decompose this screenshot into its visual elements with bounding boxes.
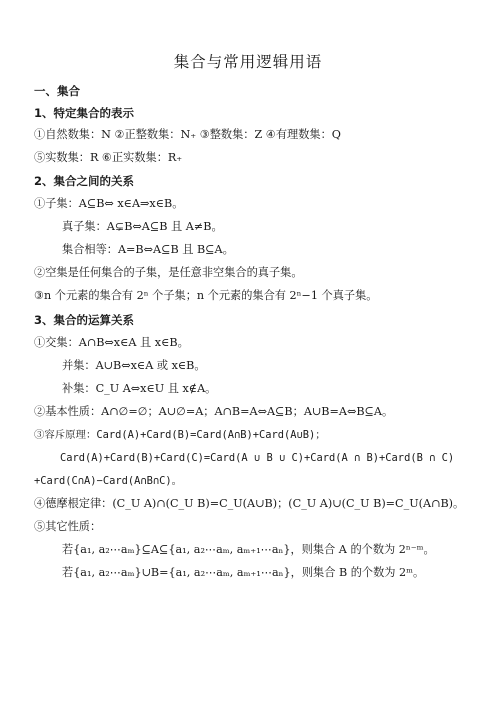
text-line: ④德摩根定律：(C_U A)∩(C_U B)=C_U(A∪B)；(C_U A)∪(C_U B)=C_U(A∩B)。 <box>34 497 465 510</box>
text-line: 若{a₁, a₂⋯aₘ}∪B={a₁, a₂⋯aₘ, aₘ₊₁⋯aₙ}，则集合 B 的个数为 2ᵐ。 <box>62 566 425 579</box>
subsection-heading-operations: 3、集合的运算关系 <box>34 313 135 327</box>
text-line: ②空集是任何集合的子集，是任意非空集合的真子集。 <box>34 266 303 279</box>
text-line: ②基本性质：A∩∅=∅；A∪∅=A；A∩B=A⇔A⊆B；A∪B=A⇔B⊆A。 <box>34 405 394 418</box>
text-line: ③容斥原理：Card(A)+Card(B)=Card(A∩B)+Card(A∪B)； <box>34 429 326 441</box>
text-line: ①子集：A⊆B⇔ x∈A⇒x∈B。 <box>34 197 184 210</box>
text-line: 集合相等：A=B⇔A⊆B 且 B⊆A。 <box>62 243 234 256</box>
text-line: 真子集：A⊊B⇔A⊆B 且 A≠B。 <box>62 220 223 233</box>
text-line: +Card(C∩A)−Card(A∩B∩C)。 <box>34 475 183 487</box>
text-line: ⑤实数集：R ⑥正实数集：R₊ <box>34 151 183 164</box>
text-line: 补集：C_U A⇔x∈U 且 x∉A。 <box>62 382 217 395</box>
text-line: Card(A)+Card(B)+Card(C)=Card(A ∪ B ∪ C)+Card(A ∩ B)+Card(B ∩ C) <box>60 452 455 464</box>
text-line: ①自然数集：N ②正整数集：N₊ ③整数集：Z ④有理数集：Q <box>34 128 341 141</box>
page-title: 集合与常用逻辑用语 <box>173 53 323 71</box>
text-line: 若{a₁, a₂⋯aₘ}⊆A⊆{a₁, a₂⋯aₘ, aₘ₊₁⋯aₙ}，则集合 A 的个数为 2ⁿ⁻ᵐ。 <box>62 543 435 556</box>
section-heading-sets: 一、集合 <box>34 84 80 98</box>
text-line: 并集：A∪B⇔x∈A 或 x∈B。 <box>62 359 206 372</box>
subsection-heading-relations: 2、集合之间的关系 <box>34 174 135 188</box>
subsection-heading-special-sets: 1、特定集合的表示 <box>34 106 135 120</box>
text-line: ⑤其它性质： <box>34 520 102 533</box>
text-line: ③n 个元素的集合有 2ⁿ 个子集；n 个元素的集合有 2ⁿ−1 个真子集。 <box>34 289 378 302</box>
text-line: ①交集：A∩B⇔x∈A 且 x∈B。 <box>34 336 189 349</box>
